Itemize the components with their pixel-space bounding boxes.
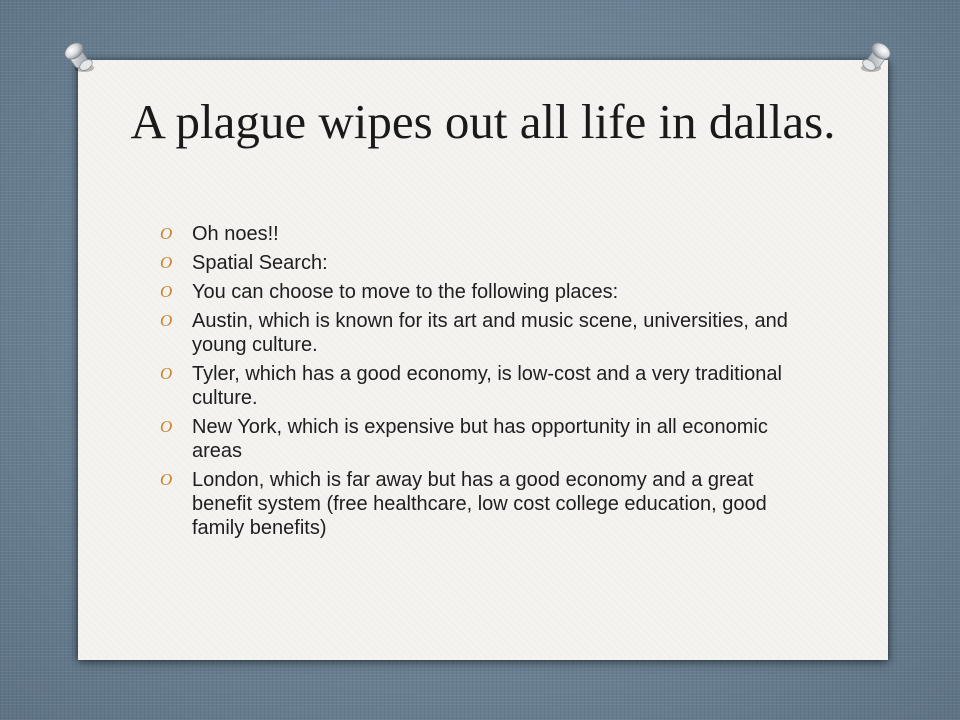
pushpin-icon: [58, 38, 104, 84]
bullet-text: Tyler, which has a good economy, is low-cost and a very traditional culture.: [192, 363, 782, 409]
bullet-item: [160, 415, 800, 463]
bullet-marker-icon: O: [160, 253, 173, 272]
bullet-item: [160, 222, 800, 246]
bullet-text: New York, which is expensive but has opportunity in all economic areas: [192, 416, 768, 462]
bullet-text: You can choose to move to the following places:: [192, 281, 619, 303]
bullet-item: [160, 280, 800, 304]
bullet-marker-icon: O: [160, 364, 173, 383]
bullet-list: [160, 222, 800, 545]
bullet-item: [160, 251, 800, 275]
bullet-text: London, which is far away but has a good economy and a great benefit system (free healthcare, low cost college education, good family benefits): [192, 469, 767, 539]
bullet-marker-icon: O: [160, 470, 173, 489]
bullet-item: [160, 468, 800, 540]
bullet-text: Oh noes!!: [192, 223, 279, 245]
pushpin-icon: [851, 38, 897, 84]
bullet-item: [160, 309, 800, 357]
bullet-item: [160, 362, 800, 410]
slide-title: A plague wipes out all life in dallas.: [130, 94, 836, 149]
bullet-marker-icon: O: [160, 311, 173, 330]
bullet-text: Austin, which is known for its art and music scene, universities, and young culture.: [192, 310, 788, 356]
bullet-marker-icon: O: [160, 282, 173, 301]
bullet-marker-icon: O: [160, 417, 173, 436]
bullet-text: Spatial Search:: [192, 252, 328, 274]
bullet-marker-icon: O: [160, 224, 173, 243]
